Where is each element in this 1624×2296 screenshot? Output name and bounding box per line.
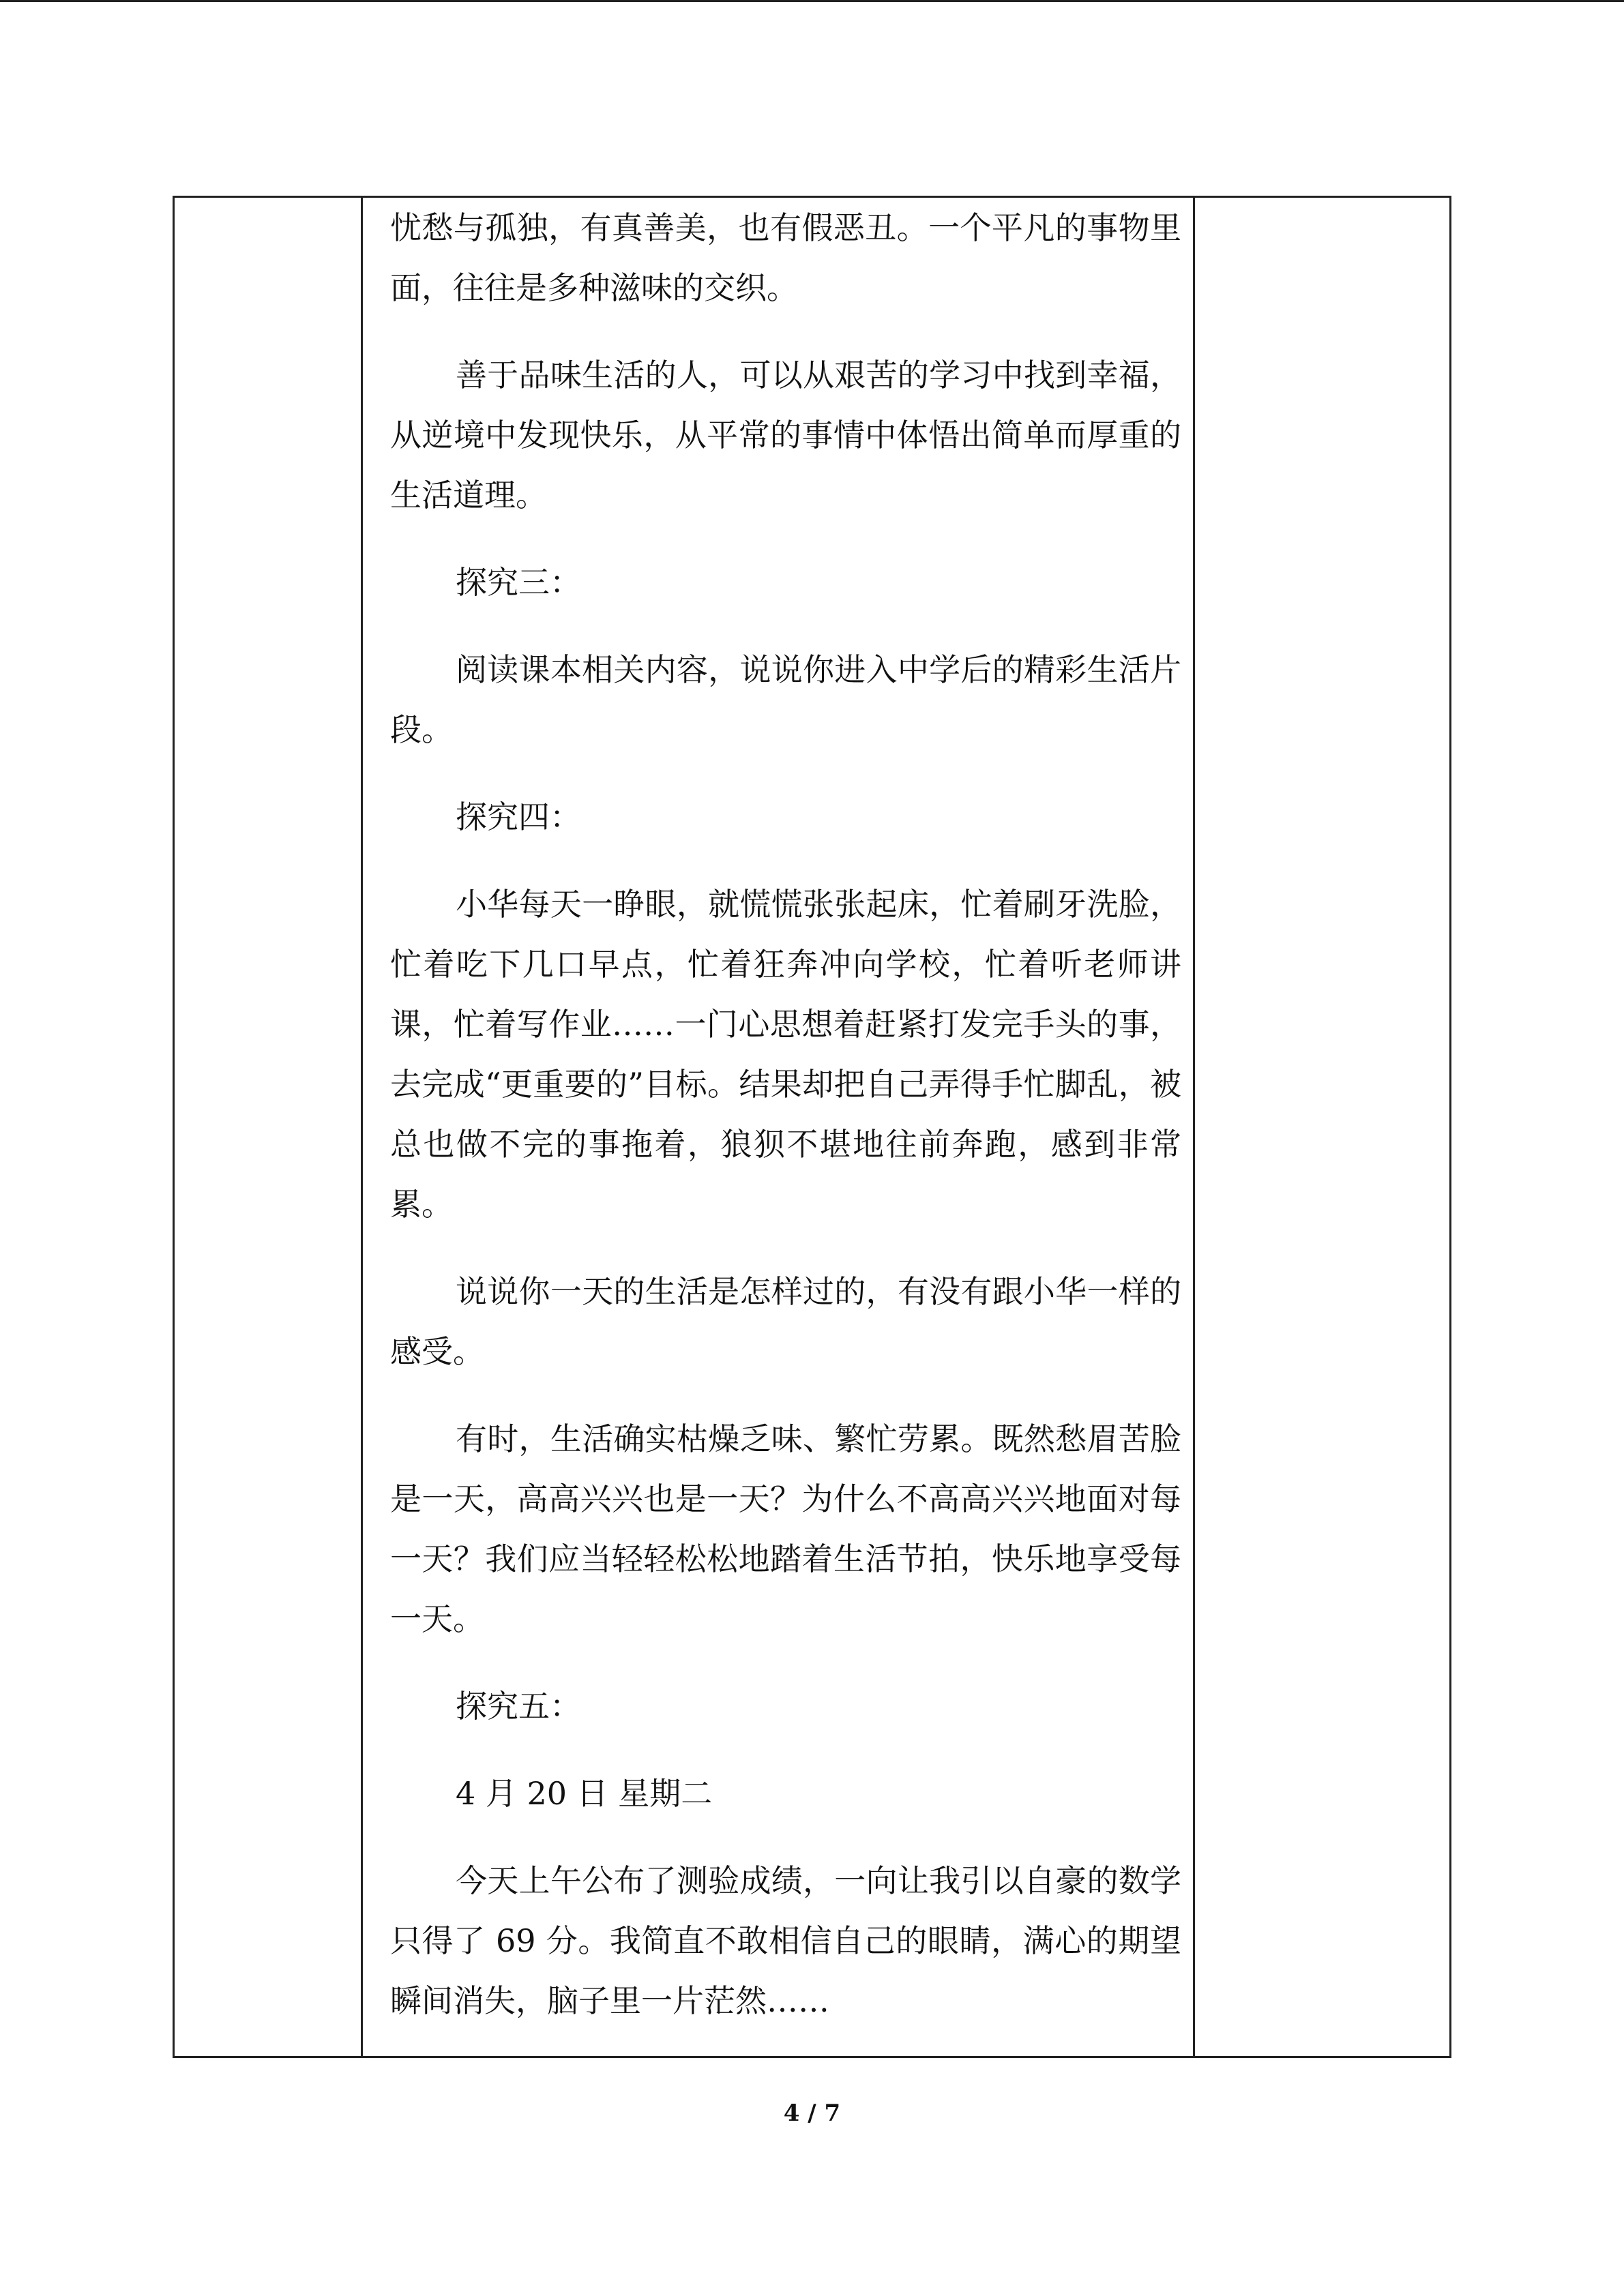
- paragraph: 有时，生活确实枯燥乏味、繁忙劳累。既然愁眉苦脸是一天，高高兴兴也是一天？为什么不高高兴兴地面对每一天？我们应当轻轻松松地踏着生活节拍，快乐地享受每一天。: [390, 1420, 1181, 1637]
- section-heading: 探究四：: [456, 799, 581, 835]
- content-cell: [390, 198, 1181, 2056]
- section-heading: 探究五：: [456, 1688, 581, 1725]
- paragraph: 说说你一天的生活是怎样过的，有没有跟小华一样的感受。: [390, 1273, 1181, 1370]
- section-heading: 探究三：: [456, 564, 581, 601]
- paragraph: 今天上午公布了测验成绩，一向让我引以自豪的数学只得了 69 分。我简直不敢相信自己的眼睛，满心的期望瞬间消失，脑子里一片茫然……: [390, 1862, 1181, 2019]
- table-column-divider-left: [361, 198, 363, 2056]
- lesson-table: [173, 196, 1451, 2058]
- page-top-border: [0, 0, 1624, 2]
- page-number: 4 / 7: [783, 2100, 841, 2127]
- paragraph: 善于品味生活的人，可以从艰苦的学习中找到幸福，从逆境中发现快乐，从平常的事情中体悟出简单而厚重的生活道理。: [390, 357, 1181, 513]
- paragraph: 小华每天一睁眼，就慌慌张张起床，忙着刷牙洗脸，忙着吃下几口早点，忙着狂奔冲向学校，忙着听老师讲课，忙着写作业……一门心思想着赶紧打发完手头的事，去完成“更重要的”目标。结果却把自己弄得手忙脚乱，被总也做不完的事拖着，狼狈不堪地往前奔跑，感到非常累。: [390, 886, 1181, 1223]
- paragraph: 阅读课本相关内容，说说你进入中学后的精彩生活片段。: [390, 651, 1181, 748]
- diary-date: 4 月 20 日 星期二: [456, 1775, 713, 1812]
- paragraph: 忧愁与孤独，有真善美，也有假恶丑。一个平凡的事物里面，往往是多种滋味的交织。: [390, 209, 1181, 306]
- table-column-divider-right: [1193, 198, 1195, 2056]
